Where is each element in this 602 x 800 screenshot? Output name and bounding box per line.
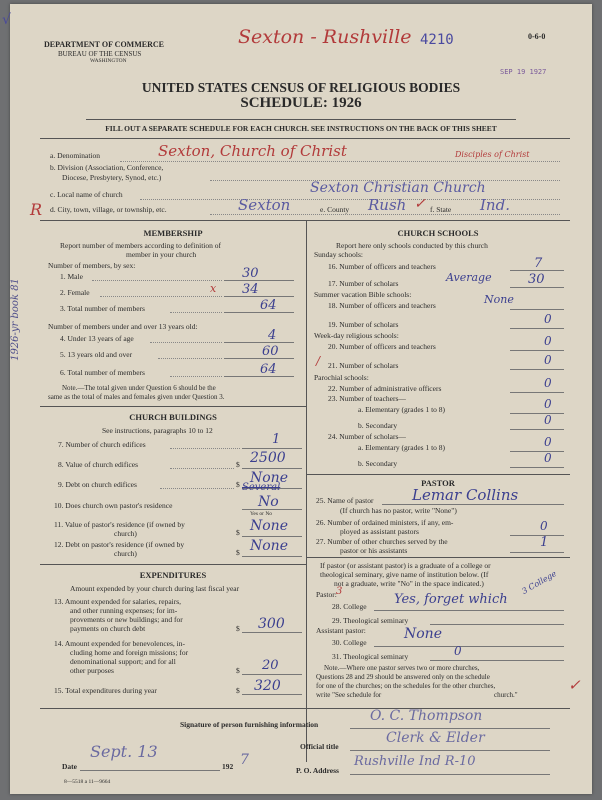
yes-no-hint: Yes or No [250, 511, 273, 517]
answer-line [510, 451, 564, 452]
answer-line [224, 312, 294, 313]
official-title-label: Official title [300, 742, 339, 751]
q11-label-2: church) [114, 529, 137, 538]
answer-line [510, 467, 564, 468]
q4-under13-value: 4 [268, 328, 277, 343]
q21-label: 21. Number of scholars [328, 361, 399, 370]
q13-label: 13. Amount expended for salaries, repairs, [54, 597, 182, 606]
answer-line [510, 535, 564, 536]
answer-line [510, 413, 564, 414]
census-schedule-page [2, 4, 592, 794]
dollar-sign: $ [236, 460, 240, 469]
q20-value: 0 [544, 334, 552, 348]
dollar-sign: $ [236, 666, 240, 675]
membership-note-2: same as the total of males and females given under Question 3. [48, 393, 225, 401]
answer-line [242, 536, 302, 537]
q5-label: 5. 13 years old and over [60, 350, 133, 359]
date-value: Sept. 13 [90, 742, 158, 761]
q10-label: 10. Does church own pastor's residence [54, 501, 173, 510]
official-title-value: Clerk & Elder [386, 730, 485, 746]
answer-line [242, 556, 302, 557]
line [170, 312, 222, 313]
state-value: Ind. [480, 196, 510, 214]
expenditures-title: EXPENDITURES [139, 570, 207, 580]
pastor-note-2: Questions 28 and 29 should be answered only on the schedule [316, 673, 490, 681]
answer-line [430, 660, 564, 661]
line [120, 161, 560, 162]
q23-label: 23. Number of teachers— [328, 394, 406, 403]
bureau-label: BUREAU OF THE CENSUS [58, 50, 142, 58]
line [170, 448, 240, 449]
q18-label: 18. Number of officers and teachers [328, 301, 436, 310]
graduate-instruction-3: not a graduate, write "No" in the space indicated.) [334, 579, 484, 588]
q29-label: 29. Theological seminary [332, 616, 409, 625]
q17-value: 30 [528, 272, 545, 287]
local-name-label: c. Local name of church [50, 190, 123, 199]
q13-expenses-value: 300 [258, 616, 285, 632]
q30-value: None [404, 626, 442, 642]
membership-intro-2: member in your church [126, 250, 197, 259]
q26-label: 26. Number of ordained ministers, if any, em- [316, 518, 454, 527]
city-value: Sexton [238, 196, 291, 214]
q5-over13-value: 60 [262, 344, 279, 359]
rule [86, 119, 516, 120]
form-footer-code: 8—5518 a 11—9664 [64, 779, 111, 785]
rule [306, 557, 570, 558]
answer-line [382, 504, 564, 505]
pastor-title: PASTOR [421, 478, 455, 488]
q24a-value: 0 [544, 435, 552, 449]
q9-label: 9. Debt on church edifices [58, 480, 137, 489]
q22-value: 0 [544, 376, 552, 390]
pastor-note: Note.—Where one pastor serves two or more churches, [324, 664, 480, 672]
q19-label: 19. Number of scholars [328, 320, 399, 329]
q24b-label: b. Secondary [358, 459, 398, 468]
q27-label-2: pastor or his assistants [340, 546, 408, 555]
q21-value: 0 [544, 353, 552, 367]
q8-label: 8. Value of church edifices [58, 460, 139, 469]
q13-label-3: provements or new buildings; and for [70, 615, 183, 624]
margin-r-mark: R [30, 200, 43, 219]
q27-label: 27. Number of other churches served by the [316, 537, 448, 546]
q28-college-value: Yes, forget which [394, 592, 508, 607]
date-label: Date [62, 762, 77, 771]
answer-line [510, 552, 564, 553]
membership-intro: Report number of members according to definition of [60, 241, 221, 250]
members-by-sex-label: Number of members, by sex: [48, 261, 136, 270]
q7-label: 7. Number of church edifices [58, 440, 146, 449]
answer-line [242, 632, 302, 633]
q30-label: 30. College [332, 638, 367, 647]
answer-line [510, 392, 564, 393]
year-value: 7 [240, 752, 249, 768]
line [160, 488, 234, 489]
q10-crossed-word: Several [242, 482, 281, 493]
q14-label: 14. Amount expended for benevolences, in- [54, 639, 186, 648]
q23a-label: a. Elementary (grades 1 to 8) [358, 405, 446, 414]
dollar-sign: $ [236, 480, 240, 489]
form-subtitle: SCHEDULE: 1926 [240, 95, 362, 111]
dollar-sign: $ [236, 686, 240, 695]
q26-label-2: ployed as assistant pastors [340, 527, 419, 536]
q12-label-2: church) [114, 549, 137, 558]
answer-line [224, 376, 294, 377]
answer-line [224, 342, 294, 343]
q9-debt-value: None [250, 470, 288, 486]
city-label: d. City, town, village, or township, etc. [50, 205, 167, 214]
city-label: WASHINGTON [90, 58, 127, 64]
line [158, 358, 222, 359]
answer-line [224, 358, 294, 359]
answer-line [242, 468, 302, 469]
county-check: ✓ [414, 196, 426, 212]
answer-line [242, 674, 302, 675]
answer-line [510, 350, 564, 351]
q20-label: 20. Number of officers and teachers [328, 342, 436, 351]
schools-intro: Report here only schools conducted by this church [336, 241, 488, 250]
q24-label: 24. Number of scholars— [328, 432, 406, 441]
line [150, 342, 222, 343]
membership-title: MEMBERSHIP [143, 228, 203, 238]
pastor-red-mark: 3 [336, 586, 343, 597]
q14-label-2: cluding home and foreign missions; for [70, 648, 189, 657]
answer-line [510, 328, 564, 329]
answer-line [242, 448, 302, 449]
rule [40, 220, 570, 221]
margin-yearbook-note: 1926-yr book 81 [9, 278, 21, 361]
dept-label: DEPARTMENT OF COMMERCE [44, 40, 165, 49]
q25-label: 25. Name of pastor [316, 496, 374, 505]
q23b-label: b. Secondary [358, 421, 398, 430]
assistant-subhead: Assistant pastor: [316, 626, 366, 635]
line [92, 280, 222, 281]
q11-label: 11. Value of pastor's residence (if owned by [54, 520, 185, 529]
column-divider [306, 220, 307, 762]
q11-residence-value: None [250, 518, 288, 534]
answer-line [350, 750, 550, 751]
q19-value: 0 [544, 312, 552, 326]
graduate-instruction-2: theological seminary, give name of institution below. (If [320, 570, 489, 579]
po-address-label: P. O. Address [296, 766, 339, 775]
q25-pastor-name: Lemar Collins [412, 486, 519, 504]
q15-label: 15. Total expenditures during year [54, 686, 157, 695]
q6-total-value: 64 [260, 362, 277, 377]
buildings-title: CHURCH BUILDINGS [129, 412, 217, 422]
signature-value: O. C. Thompson [370, 708, 483, 724]
state-label: f. State [430, 205, 452, 214]
form-number: 4210 [420, 32, 454, 48]
q31-value: 0 [454, 644, 462, 658]
answer-line [510, 287, 564, 288]
q31-label: 31. Theological seminary [332, 652, 409, 661]
summer-schools-label: Summer vacation Bible schools: [314, 290, 412, 299]
form-title: UNITED STATES CENSUS OF RELIGIOUS BODIES [141, 80, 461, 95]
expenditures-intro: Amount expended by your church during last fiscal year [70, 584, 240, 593]
q2-label: 2. Female [60, 288, 90, 297]
q18-value: None [484, 293, 514, 306]
answer-line [224, 296, 294, 297]
q1-label: 1. Male [60, 272, 83, 281]
age-label: Number of members under and over 13 years old: [48, 322, 198, 331]
red-check-mark: ✓ [568, 676, 581, 694]
q25-note: (If church has no pastor, write "None") [340, 506, 457, 515]
q8-value-of-edifices: 2500 [250, 450, 286, 466]
q6-label: 6. Total number of members [60, 368, 145, 377]
answer-line [350, 774, 550, 775]
line [210, 214, 560, 215]
q7-edifices-value: 1 [272, 432, 281, 447]
dollar-sign: $ [236, 624, 240, 633]
local-name-value: Sexton Christian Church [310, 180, 486, 196]
q3-total-value: 64 [260, 298, 277, 313]
line [170, 376, 222, 377]
received-stamp: SEP 19 1927 [500, 68, 547, 76]
q24b-value: 0 [544, 451, 552, 465]
q14-benevolence-value: 20 [262, 658, 279, 673]
q23a-value: 0 [544, 397, 552, 411]
po-address-value: Rushville Ind R-10 [354, 754, 476, 769]
dollar-sign: $ [236, 548, 240, 557]
pastor-note-3: for one of the churches; on the schedules for the other churches, [316, 682, 496, 690]
weekday-schools-label: Week-day religious schools: [314, 331, 399, 340]
denomination-label: a. Denomination [50, 151, 100, 160]
q17-label: 17. Number of scholars [328, 279, 399, 288]
q12-label: 12. Debt on pastor's residence (if owned by [54, 540, 185, 549]
q13-label-2: and other running expenses; for im- [70, 606, 178, 615]
line [170, 468, 234, 469]
answer-line [350, 728, 550, 729]
q28-college-note: 3 College [520, 569, 558, 596]
buildings-intro: See instructions, paragraphs 10 to 12 [102, 426, 213, 435]
corner-code: 0-6-0 [528, 32, 546, 41]
dollar-sign: $ [236, 528, 240, 537]
q28-label: 28. College [332, 602, 367, 611]
answer-line [242, 694, 302, 695]
q4-label: 4. Under 13 years of age [60, 334, 134, 343]
q17-average-note: Average [446, 271, 492, 284]
q26-value: 0 [540, 519, 548, 533]
pastor-note-4: write "See schedule for [316, 691, 382, 699]
answer-line [510, 309, 564, 310]
q14-label-3: denominational support; and for all [70, 657, 176, 666]
answer-line [510, 369, 564, 370]
q15-total-value: 320 [254, 678, 281, 694]
denomination-note: Disciples of Christ [455, 150, 530, 159]
rule [40, 138, 570, 139]
q21-red-mark: / [316, 354, 321, 368]
answer-line [80, 770, 220, 771]
q10-owns-residence-value: No [258, 494, 279, 510]
year-label: 192 [222, 762, 234, 771]
county-value: Rush [368, 196, 407, 214]
q1-male-value: 30 [242, 266, 259, 281]
q13-label-4: payments on church debt [70, 624, 146, 633]
graduate-instruction: If pastor (or assistant pastor) is a graduate of a college or [320, 561, 491, 570]
q23b-value: 0 [544, 413, 552, 427]
answer-line [430, 624, 564, 625]
q24a-label: a. Elementary (grades 1 to 8) [358, 443, 446, 452]
denomination-value: Sexton, Church of Christ [158, 142, 347, 160]
answer-line [224, 280, 294, 281]
q16-value: 7 [534, 256, 543, 271]
rule [40, 406, 306, 407]
schools-title: CHURCH SCHOOLS [397, 228, 479, 238]
q16-label: 16. Number of officers and teachers [328, 262, 436, 271]
membership-note: Note.—The total given under Question 6 should be the [62, 384, 216, 392]
q2-female-value: 34 [242, 282, 259, 297]
rule [40, 708, 570, 709]
pastor-note-4b: church." [494, 691, 518, 699]
division-label-2: Diocese, Presbytery, Synod, etc.) [62, 173, 162, 182]
parochial-schools-label: Parochial schools: [314, 373, 369, 382]
line [100, 296, 222, 297]
q2-red-mark: x [210, 282, 217, 295]
signature-label: Signature of person furnishing information [180, 720, 319, 729]
handwritten-place: Sexton - Rushville [238, 26, 412, 48]
q27-value: 1 [540, 535, 549, 550]
corner-check-mark: √ [2, 12, 11, 28]
answer-line [374, 610, 564, 611]
county-label: e. County [320, 205, 350, 214]
rule [306, 474, 570, 475]
pastor-subhead: Pastor: [316, 590, 337, 599]
q22-label: 22. Number of administrative officers [328, 384, 442, 393]
sunday-schools-label: Sunday schools: [314, 250, 363, 259]
division-label: b. Division (Association, Conference, [50, 163, 164, 172]
answer-line [374, 646, 564, 647]
answer-line [510, 429, 564, 430]
q3-label: 3. Total number of members [60, 304, 145, 313]
rule [40, 564, 306, 565]
q14-label-4: other purposes [70, 666, 114, 675]
q12-residence-debt-value: None [250, 538, 288, 554]
instruction-line: FILL OUT A SEPARATE SCHEDULE FOR EACH CHURCH. SEE INSTRUCTIONS ON THE BACK OF THIS SHEET [105, 124, 497, 133]
